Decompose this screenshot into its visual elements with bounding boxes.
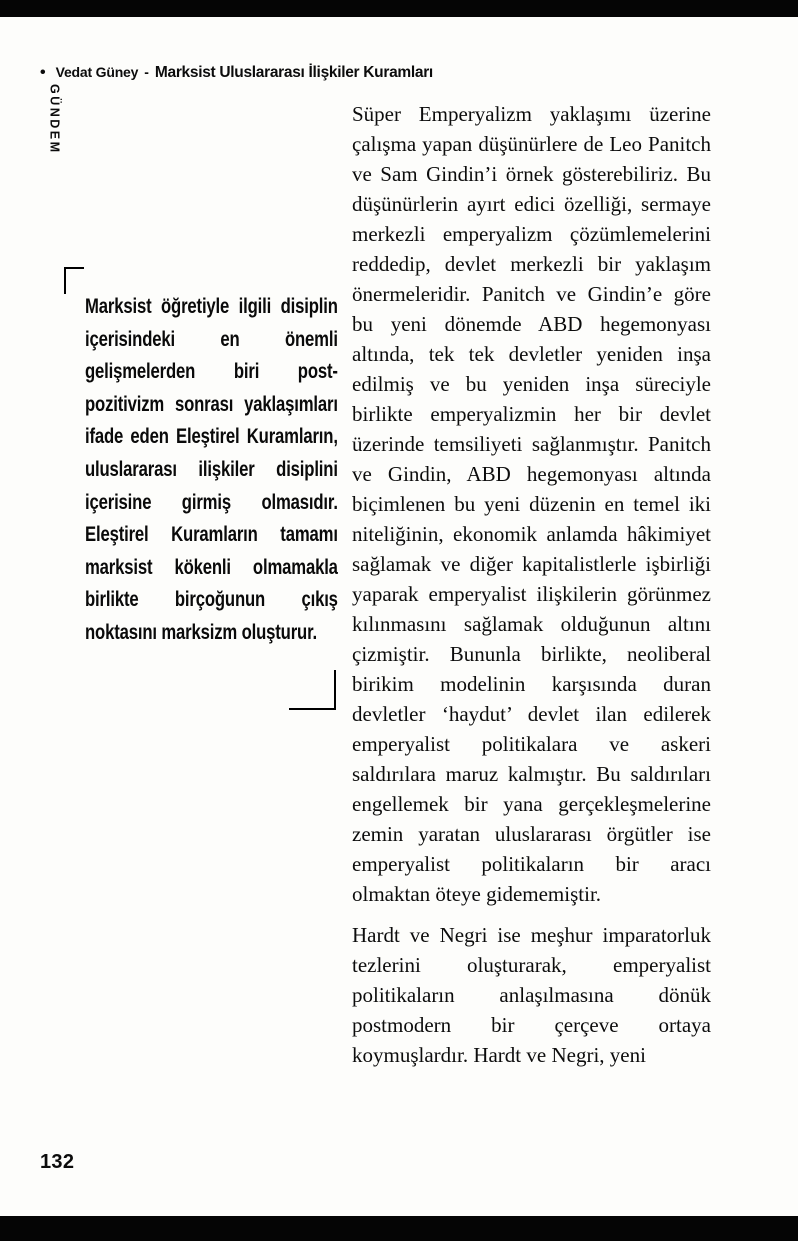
pullquote-bracket-bottom-right xyxy=(289,670,336,710)
header-separator: - xyxy=(144,64,149,80)
pullquote-text: Marksist öğretiyle ilgili disiplin içerisindeki en önemli gelişmelerden biri post-pozitivizm sonrası yaklaşımları ifade eden Eleştirel Kuramların, uluslararası ilişkiler disiplini içerisine girmiş olmasıdır. Eleştirel Kuramların tamamı marksist kökenli olmamakla birlikte birçoğunun çıkış noktasını marksizm oluşturur. xyxy=(85,295,338,644)
running-header xyxy=(40,64,433,82)
section-label-vertical: GÜNDEM xyxy=(47,84,62,155)
body-paragraph: Süper Emperyalizm yaklaşımı üzerine çalışma yapan düşünürlere de Leo Panitch ve Sam Gindin’i örnek gösterebiliriz. Bu düşünürlerin ayırt edici özelliği, sermaye merkezli emperyalizm çözümlemelerini reddedip, devlet merkezli bir yaklaşım önermeleridir. Panitch ve Gindin’e göre bu yeni dönemde ABD hegemonyası altında, tek tek devletler yeniden inşa edilmiş ve bu yeniden inşa süreciyle birlikte emperyalizmin her bir devlet üzerinde temsiliyeti sağlanmıştır. Panitch ve Gindin, ABD hegemonyası altında biçimlenen bu yeni düzenin en temel iki niteliğinin, ekonomik anlamda hâkimiyet sağlamak ve diğer kapitalistlerle işbirliği yaparak emperyalist ilişkilerin görünmez kılınmasını sağlamak olduğunun altını çizmiştir. Bununla birlikte, neoliberal birikim modelinin karşısında duran devletler ‘haydut’ devlet ilan edilerek emperyalist politikalara ve askeri saldırılara maruz kalmıştır. Bu saldırıları engellemek bir yana gerçekleşmelerine zemin yaratan uluslararası örgütler ise emperyalist politikaların bir aracı olmaktan öteye gidememiştir. xyxy=(352,102,711,906)
author-name: Vedat Güney xyxy=(55,64,139,80)
body-text-column xyxy=(352,99,711,1070)
pullquote-bracket-top-left xyxy=(64,267,84,294)
body-paragraph: Hardt ve Negri ise meşhur imparatorluk tezlerini oluşturarak, emperyalist politikaların anlaşılmasına dönük postmodern bir çerçeve ortaya koymuşlardır. Hardt ve Negri, yeni xyxy=(352,923,711,1067)
bottom-black-bar xyxy=(0,1216,798,1241)
article-title: Marksist Uluslararası İlişkiler Kuramları xyxy=(154,64,433,81)
top-black-bar xyxy=(0,0,798,17)
page-number: 132 xyxy=(40,1151,75,1173)
header-bullet-icon: • xyxy=(40,64,46,81)
